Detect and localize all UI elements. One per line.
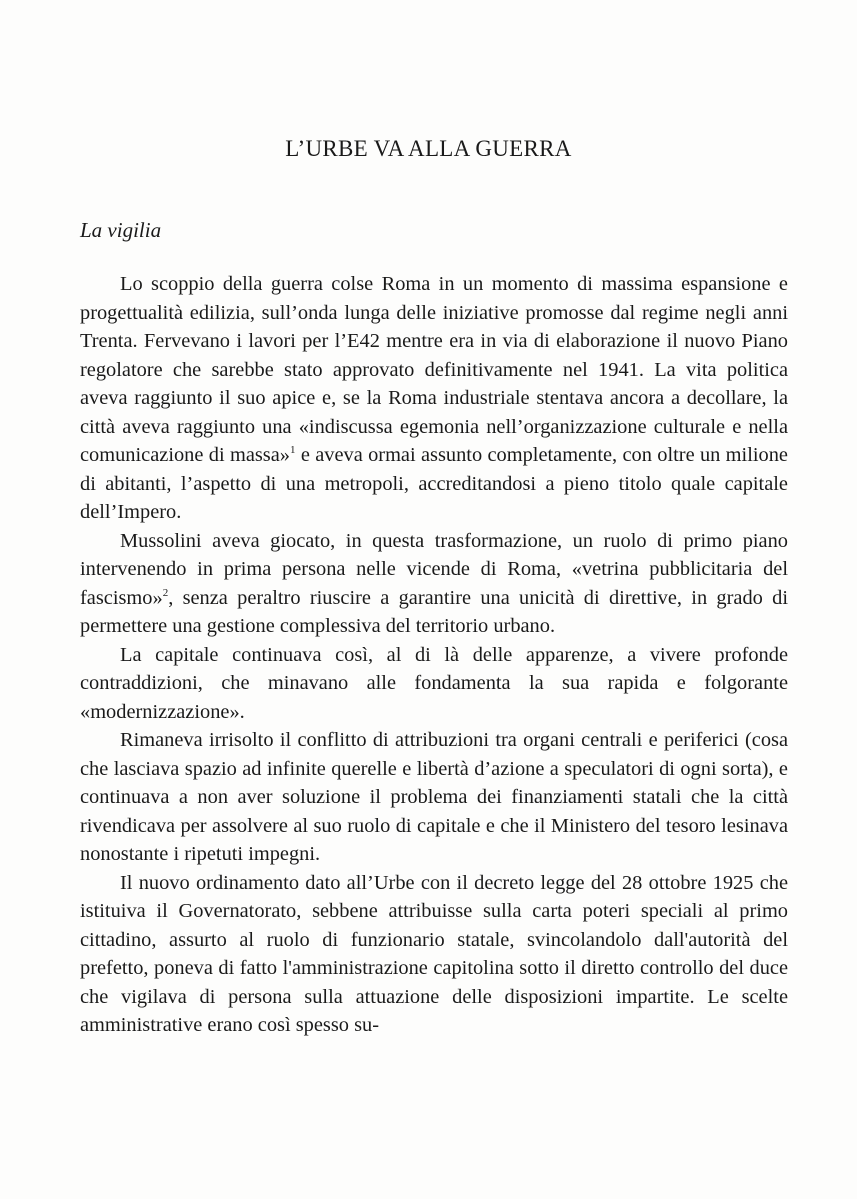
paragraph [80,270,788,527]
paragraph [80,869,788,1040]
paragraph [80,641,788,727]
paragraph [80,527,788,641]
chapter-title: L’URBE VA ALLA GUERRA [285,136,572,161]
paragraph-text: , senza peraltro riuscire a garantire una unicità di direttive, in grado di permettere una gestione complessiva del territorio urbano. [80,586,788,637]
footnote-marker: 1 [289,444,296,457]
paragraph-text: Rimaneva irrisolto il conflitto di attribuzioni tra organi centrali e periferici (cosa che lasciava spazio ad infinite querelle e libertà d’azione a speculatori di ogni sorta), e continuava a non aver soluzione il problema dei finanziamenti statali che la città rivendicava per assolvere al suo ruolo di capitale e che il Ministero del tesoro lesinava nonostante i ripetuti impegni. [80,729,788,865]
footnote-marker: 2 [162,586,169,599]
paragraph [80,726,788,869]
section-heading: La vigilia [80,218,162,242]
paragraph-text: Lo scoppio della guerra colse Roma in un momento di massima espansione e progettualità edilizia, sull’onda lunga delle iniziative promosse dal regime negli anni Trenta. Fervevano i lavori per l’E42 mentre era in via di elaborazione il nuovo Piano regolatore che sarebbe stato approvato definitivamente nel 1941. La vita politica aveva raggiunto il suo apice e, se la Roma industriale stentava ancora a decollare, la città aveva raggiunto una «indiscussa egemonia nell’organizzazione culturale e nella comunicazione di massa» [80,273,788,466]
body-text [80,270,788,1040]
paragraph-text: Mussolini aveva giocato, in questa trasformazione, un ruolo di primo piano intervenendo in prima persona nelle vicende di Roma, «vetrina pubblicitaria del fascismo» [80,529,788,609]
paragraph-text: e aveva ormai assunto completamente, con oltre un milione di abitanti, l’aspetto di una metropoli, accreditandosi a pieno titolo quale capitale dell’Impero. [80,444,788,523]
paragraph-text: Il nuovo ordinamento dato all’Urbe con il decreto legge del 28 ottobre 1925 che istituiva il Governatorato, sebbene attribuisse sulla carta poteri speciali al primo cittadino, assurto al ruolo di funzionario statale, svincolandolo dall'autorità del prefetto, poneva di fatto l'amministrazione capitolina sotto il diretto controllo del duce che vigilava di persona sulla attuazione delle disposizioni impartite. Le scelte amministrative erano così spesso su- [80,871,788,1036]
paragraph-text: La capitale continuava così, al di là delle apparenze, a vivere profonde contraddizioni, che minavano alle fondamenta la sua rapida e folgorante «modernizzazione». [80,643,788,723]
